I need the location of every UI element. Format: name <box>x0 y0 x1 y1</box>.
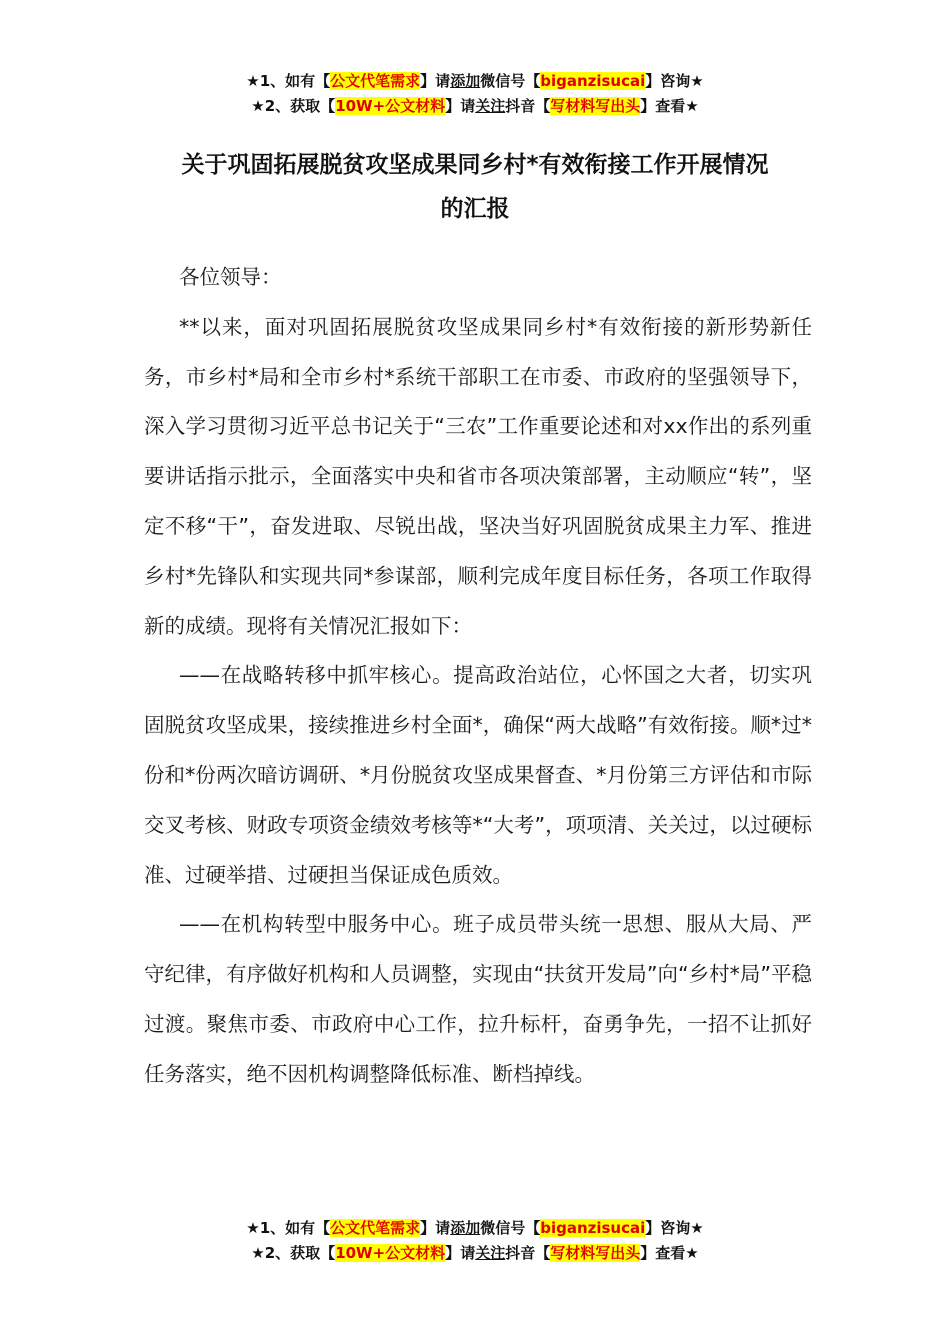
document-body <box>144 253 812 1100</box>
highlight-wechat-id: biganzisucai <box>540 72 646 90</box>
notice-line-1: ★1、如有【公文代笔需求】请添加微信号【biganzisucai】咨询★ <box>246 1219 704 1237</box>
underlined-follow: 关注 <box>475 97 506 115</box>
underlined-add: 添加 <box>450 72 481 90</box>
title-line-1: 关于巩固拓展脱贫攻坚成果同乡村*有效衔接工作开展情况 <box>181 152 769 178</box>
highlight-materials: 10W+公文材料 <box>335 1244 446 1262</box>
notice-line-2: ★2、获取【10W+公文材料】请关注抖音【写材料写出头】查看★ <box>251 1244 699 1262</box>
title-line-2: 的汇报 <box>440 196 510 222</box>
highlight-douyin: 写材料写出头 <box>550 97 641 115</box>
paragraph-strategy: ——在战略转移中抓牢核心。提高政治站位，心怀国之大者，切实巩固脱贫攻坚成果，接续推进乡村全面*，确保“两大战略”有效衔接。顺*过*份和*份两次暗访调研、*月份脱贫攻坚成果督查、*月份第三方评估和市际交叉考核、财政专项资金绩效考核等*“大考”，项项清、关关过，以过硬标准、过硬举措、过硬担当保证成色质效。 <box>144 663 812 887</box>
notice-line-2: ★2、获取【10W+公文材料】请关注抖音【写材料写出头】查看★ <box>251 97 699 115</box>
paragraph-institution: ——在机构转型中服务中心。班子成员带头统一思想、服从大局、严守纪律，有序做好机构和人员调整，实现由“扶贫开发局”向“乡村*局”平稳过渡。聚焦市委、市政府中心工作，拉升标杆，奋勇争先，一招不让抓好任务落实，绝不因机构调整降低标准、断档掉线。 <box>144 912 812 1086</box>
highlight-service: 公文代笔需求 <box>330 72 421 90</box>
underlined-add: 添加 <box>450 1219 481 1237</box>
underlined-follow: 关注 <box>475 1244 506 1262</box>
notice-line-1: ★1、如有【公文代笔需求】请添加微信号【biganzisucai】咨询★ <box>246 72 704 90</box>
highlight-wechat-id: biganzisucai <box>540 1219 646 1237</box>
footer-notice <box>0 1216 950 1266</box>
document-title <box>120 143 830 231</box>
highlight-service: 公文代笔需求 <box>330 1219 421 1237</box>
highlight-materials: 10W+公文材料 <box>335 97 446 115</box>
salutation: 各位领导： <box>179 265 282 289</box>
paragraph-intro: **以来，面对巩固拓展脱贫攻坚成果同乡村*有效衔接的新形势新任务，市乡村*局和全市乡村*系统干部职工在市委、市政府的坚强领导下，深入学习贯彻习近平总书记关于“三农”工作重要论述和对xx作出的系列重要讲话指示批示，全面落实中央和省市各项决策部署，主动顺应“转”，坚定不移“干”，奋发进取、尽锐出战，坚决当好巩固脱贫成果主力军、推进乡村*先锋队和实现共同*参谋部，顺利完成年度目标任务，各项工作取得新的成绩。现将有关情况汇报如下： <box>144 314 812 638</box>
highlight-douyin: 写材料写出头 <box>550 1244 641 1262</box>
header-notice <box>0 69 950 119</box>
